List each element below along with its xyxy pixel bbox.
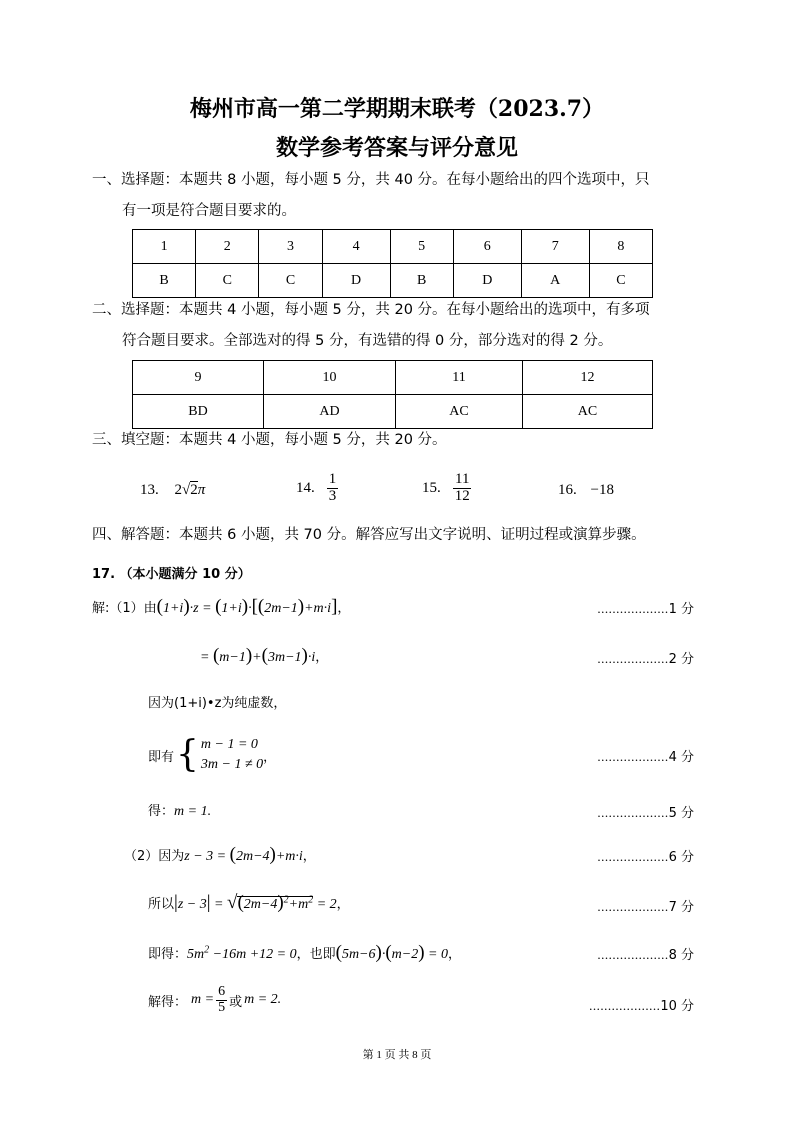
score-marker: ...................10 分 [589, 998, 694, 1014]
table-cell: 1 [133, 230, 196, 264]
math-expression: = (m−1)+(3m−1)·i [200, 645, 316, 666]
solution-line-3: 因为(1+i)•z为纯虚数， [148, 696, 287, 711]
solution-connector: ，也即 [296, 947, 336, 962]
question-17-heading: 17. （本小题满分 10 分） [92, 567, 251, 582]
brace-symbol: { [176, 734, 199, 775]
table-cell: C [589, 264, 652, 298]
solution-line-5 [148, 800, 211, 820]
equation-lhs: m = [191, 992, 215, 1008]
solution-line-8: 即得：$5m^2 -16m +12 = 0$，也即(5m−6)·(m−2) = 0， [148, 942, 462, 963]
section-1-intro-line1: 一、选择题：本题共 8 小题，每小题 5 分，共 40 分。在每小题给出的四个选项中，只 [92, 172, 650, 188]
section-3-intro: 三、填空题：本题共 4 小题，每小题 5 分，共 20 分。 [92, 432, 447, 448]
answer-pi: π [197, 482, 206, 498]
numerator: 11 [455, 471, 470, 487]
answer-table-2 [132, 360, 653, 429]
math-expression: (1+i)·z = (1+i)·[(2m−1)+m·i] [156, 596, 338, 617]
question-number: 15. [422, 479, 441, 496]
table-cell: A [521, 264, 589, 298]
table-cell: C [196, 264, 259, 298]
answer-table-2-header-row [133, 361, 653, 395]
answer-table-1-answer-row [133, 264, 653, 298]
answer-radicand: 2 [190, 482, 198, 498]
solution-line-7: 所以$|z - 3| = √(2m-4)^2+m^2 = 2$， [148, 892, 350, 913]
table-cell: B [133, 264, 196, 298]
table-cell: AC [523, 395, 653, 429]
score-marker: ...................5 分 [597, 805, 694, 821]
denominator: 12 [454, 487, 470, 504]
fraction [327, 472, 339, 505]
table-cell: D [322, 264, 390, 298]
equation-system [201, 735, 263, 775]
denominator: 3 [328, 487, 337, 504]
table-cell: AC [396, 395, 523, 429]
score-marker: ...................6 分 [597, 849, 694, 865]
score-marker: ...................4 分 [597, 749, 694, 765]
fraction [216, 985, 227, 1015]
table-cell: 12 [523, 361, 653, 395]
section-1-intro-line2: 有一项是符合题目要求的。 [122, 203, 296, 219]
numerator: 6 [218, 984, 226, 999]
solution-line-1: 解:（1）由(1+i)·z = (1+i)·[(2m−1)+m·i]， [92, 596, 351, 617]
equation: m = 2. [244, 992, 282, 1008]
solution-line-6: （2）因为z − 3 = (2m−4)+m·i， [124, 844, 316, 865]
section-4-intro: 四、解答题：本题共 6 小题，共 70 分。解答应写出文字说明、证明过程或演算步骤。 [92, 527, 646, 543]
answer-table-1 [132, 229, 653, 298]
fill-answer-16 [558, 482, 614, 499]
math-expression: (5m−6)·(m−2) = 0 [335, 942, 448, 963]
table-cell: 4 [322, 230, 390, 264]
numerator: 1 [328, 471, 337, 487]
fill-answer-14 [296, 472, 340, 505]
table-cell: 3 [259, 230, 322, 264]
score-marker: ...................7 分 [597, 899, 694, 915]
page-title: 梅州市高一第二学期期末联考（2023.7） [189, 96, 605, 122]
equation: m = 1. [174, 804, 212, 819]
solution-prefix: （2）因为 [124, 849, 185, 864]
denominator: 5 [218, 999, 226, 1015]
score-marker: ...................2 分 [597, 651, 694, 667]
answer-coefficient: 2 [174, 482, 182, 498]
table-cell: 5 [390, 230, 453, 264]
answer-table-2-answer-row [133, 395, 653, 429]
solution-prefix: 即有 [148, 749, 175, 765]
sqrt-symbol: √ [182, 482, 191, 498]
fill-answer-13 [140, 482, 205, 499]
solution-prefix: 解得： [148, 994, 188, 1010]
table-cell: 10 [264, 361, 396, 395]
table-cell: AD [264, 395, 396, 429]
table-cell: B [390, 264, 453, 298]
math-expression: $|z - 3| = √(2m-4)^2+m^2 = 2$ [174, 892, 337, 913]
math-expression: $5m^2 -16m +12 = 0$ [187, 944, 297, 962]
solution-connector: 或 [229, 994, 243, 1010]
table-cell: 11 [396, 361, 523, 395]
equation: m − 1 = 0 [200, 737, 258, 752]
table-cell: D [453, 264, 521, 298]
solution-prefix: 解:（1）由 [92, 601, 157, 616]
fraction [453, 472, 472, 505]
solution-line-2 [200, 645, 328, 667]
question-number: 16. [558, 482, 577, 498]
fill-answer-15 [422, 472, 474, 505]
question-number: 13. [140, 482, 159, 498]
solution-prefix: 所以 [148, 897, 175, 912]
equation: 3m − 1 ≠ 0 [200, 757, 264, 772]
section-2-intro-line1: 二、选择题：本题共 4 小题，每小题 5 分，共 20 分。在每小题给出的选项中，有多项 [92, 302, 650, 318]
math-expression: z − 3 = (2m−4)+m·i [184, 844, 303, 865]
score-marker: ...................8 分 [597, 947, 694, 963]
solution-prefix: 得： [148, 804, 175, 819]
question-number: 14. [296, 479, 315, 496]
table-cell: 6 [453, 230, 521, 264]
table-cell: 8 [589, 230, 652, 264]
solution-line-9 [148, 985, 281, 1015]
solution-line-4: 即有 { m − 1 = 0 3m − 1 ≠ 0 ， [148, 734, 277, 775]
solution-prefix: 即得： [148, 947, 188, 962]
page-footer: 第 1 页 共 8 页 [362, 1049, 432, 1061]
table-cell: C [259, 264, 322, 298]
score-marker: ...................1 分 [597, 601, 694, 617]
section-2-intro-line2: 符合题目要求。全部选对的得 5 分，有选错的得 0 分，部分选对的得 2 分。 [122, 333, 613, 349]
answer-value: −18 [590, 482, 614, 498]
table-cell: 9 [133, 361, 264, 395]
table-cell: 7 [521, 230, 589, 264]
answer-table-1-header-row [133, 230, 653, 264]
page-subtitle: 数学参考答案与评分意见 [275, 135, 518, 161]
table-cell: 2 [196, 230, 259, 264]
punctuation: ， [315, 650, 329, 665]
table-cell: BD [133, 395, 264, 429]
